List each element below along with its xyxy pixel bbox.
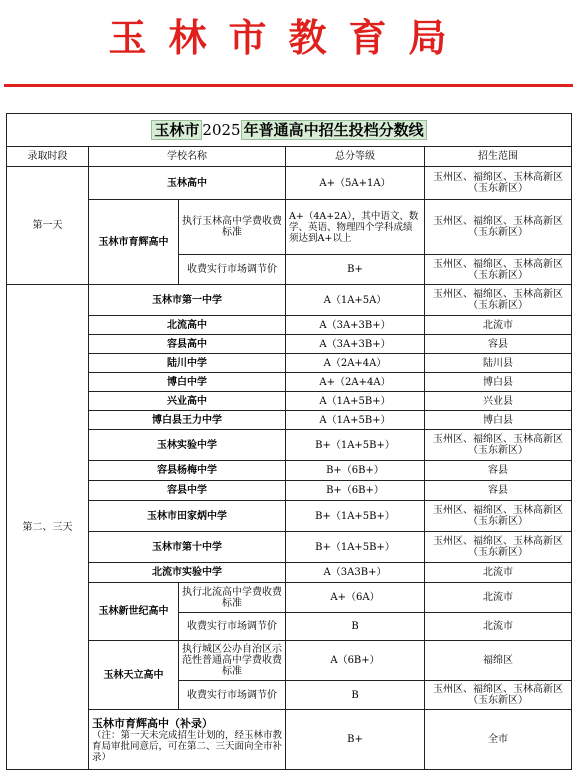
grade-cell: B+: [286, 255, 425, 285]
header-grade: 总分等级: [286, 147, 425, 167]
school-name: 玉林市第一中学: [89, 285, 286, 316]
table-row: [7, 563, 572, 583]
grade-cell: A（1A+5B+）: [286, 392, 425, 411]
scope-cell: 容县: [425, 461, 572, 481]
supplementary-school-name: 玉林市育辉高中（补录）: [92, 716, 213, 730]
scope-cell: 玉州区、福绵区、玉林高新区（玉东新区）: [425, 532, 572, 563]
scope-cell: 玉州区、福绵区、玉林高新区（玉东新区）: [425, 285, 572, 316]
table-row: [7, 641, 572, 681]
school-name: 玉林市育辉高中: [89, 200, 179, 285]
scope-cell: 博白县: [425, 373, 572, 392]
scope-cell: 北流市: [425, 563, 572, 583]
period-day23: 第二、三天: [7, 285, 89, 770]
header-period: 录取时段: [7, 147, 89, 167]
table-row: [7, 316, 572, 335]
school-name: 容县中学: [89, 481, 286, 501]
scope-cell: 玉州区、福绵区、玉林高新区（玉东新区）: [425, 255, 572, 285]
grade-cell: B+（6B+）: [286, 481, 425, 501]
school-name: 玉林市第十中学: [89, 532, 286, 563]
grade-cell: B: [286, 613, 425, 641]
school-name: 玉林市田家炳中学: [89, 501, 286, 532]
grade-cell: A（6B+）: [286, 641, 425, 681]
table-row: [7, 373, 572, 392]
period-day1: 第一天: [7, 167, 89, 285]
table-row: [7, 481, 572, 501]
grade-cell: A（3A+3B+）: [286, 335, 425, 354]
table-row: [7, 532, 572, 563]
sub-fee-type: 收费实行市场调节价: [179, 255, 286, 285]
grade-cell: A（3A3B+）: [286, 563, 425, 583]
table-row: [7, 167, 572, 200]
school-name: 北流市实验中学: [89, 563, 286, 583]
scope-cell: 玉州区、福绵区、玉林高新区（玉东新区）: [425, 681, 572, 710]
scope-cell: 北流市: [425, 583, 572, 613]
grade-cell: A（1A+5A）: [286, 285, 425, 316]
grade-cell: A（2A+4A）: [286, 354, 425, 373]
grade-cell: B+: [286, 710, 425, 770]
table-row: [7, 411, 572, 430]
sub-fee-type: 收费实行市场调节价: [179, 681, 286, 710]
grade-cell: A+（6A）: [286, 583, 425, 613]
sub-fee-type: 执行玉林高中学费收费标准: [179, 200, 286, 255]
header-red-rule: [4, 84, 573, 87]
school-name: 容县杨梅中学: [89, 461, 286, 481]
title-city: 玉林市: [151, 120, 202, 140]
header-scope: 招生范围: [425, 147, 572, 167]
table-row: [7, 392, 572, 411]
grade-cell: B+（6B+）: [286, 461, 425, 481]
school-name: 北流高中: [89, 316, 286, 335]
table-row: [7, 430, 572, 461]
scope-cell: 北流市: [425, 613, 572, 641]
school-name: 博白县王力中学: [89, 411, 286, 430]
scope-cell: 全市: [425, 710, 572, 770]
table-row: [7, 583, 572, 613]
header-org-title: 玉林市教育局: [108, 15, 469, 60]
table-row: [7, 335, 572, 354]
sub-fee-type: 执行城区公办自治区示范性普通高中学费收费标准: [179, 641, 286, 681]
scope-cell: 兴业县: [425, 392, 572, 411]
table-row: [7, 501, 572, 532]
grade-cell: A（3A+3B+）: [286, 316, 425, 335]
grade-cell: B: [286, 681, 425, 710]
table-title: [7, 114, 572, 147]
table-row: [7, 710, 572, 770]
supplementary-admission-cell: [89, 710, 286, 770]
scope-cell: 玉州区、福绵区、玉林高新区（玉东新区）: [425, 167, 572, 200]
title-year: 2025: [202, 120, 241, 139]
header-row: [7, 147, 572, 167]
grade-cell: B+（1A+5B+）: [286, 501, 425, 532]
school-name: 玉林高中: [89, 167, 286, 200]
scope-cell: 陆川县: [425, 354, 572, 373]
school-name: 容县高中: [89, 335, 286, 354]
scope-cell: 容县: [425, 335, 572, 354]
scope-cell: 玉州区、福绵区、玉林高新区（玉东新区）: [425, 430, 572, 461]
school-name: 玉林实验中学: [89, 430, 286, 461]
header-school: 学校名称: [89, 147, 286, 167]
school-name: 博白中学: [89, 373, 286, 392]
grade-cell: A（1A+5B+）: [286, 411, 425, 430]
grade-cell: A+（2A+4A）: [286, 373, 425, 392]
scope-cell: 北流市: [425, 316, 572, 335]
school-name: 兴业高中: [89, 392, 286, 411]
grade-cell: A+（5A+1A）: [286, 167, 425, 200]
table-row: [7, 285, 572, 316]
table-row: [7, 461, 572, 481]
sub-fee-type: 执行北流高中学费收费标准: [179, 583, 286, 613]
grade-cell: A+（4A+2A），其中语文、数学、英语、物理四个学科成绩须达到A+以上: [286, 200, 425, 255]
admission-score-table: [6, 113, 572, 770]
school-name: 陆川中学: [89, 354, 286, 373]
table-row: [7, 354, 572, 373]
scope-cell: 福绵区: [425, 641, 572, 681]
table-row: [7, 200, 572, 255]
scope-cell: 博白县: [425, 411, 572, 430]
sub-fee-type: 收费实行市场调节价: [179, 613, 286, 641]
grade-cell: B+（1A+5B+）: [286, 532, 425, 563]
title-text: 年普通高中招生投档分数线: [241, 120, 427, 140]
grade-cell: B+（1A+5B+）: [286, 430, 425, 461]
school-name: 玉林新世纪高中: [89, 583, 179, 641]
scope-cell: 容县: [425, 481, 572, 501]
scope-cell: 玉州区、福绵区、玉林高新区（玉东新区）: [425, 200, 572, 255]
scope-cell: 玉州区、福绵区、玉林高新区（玉东新区）: [425, 501, 572, 532]
supplementary-note: （注：第一天未完成招生计划的，经玉林市教育局审批同意后，可在第二、三天面向全市补录）: [92, 729, 283, 763]
school-name: 玉林天立高中: [89, 641, 179, 710]
